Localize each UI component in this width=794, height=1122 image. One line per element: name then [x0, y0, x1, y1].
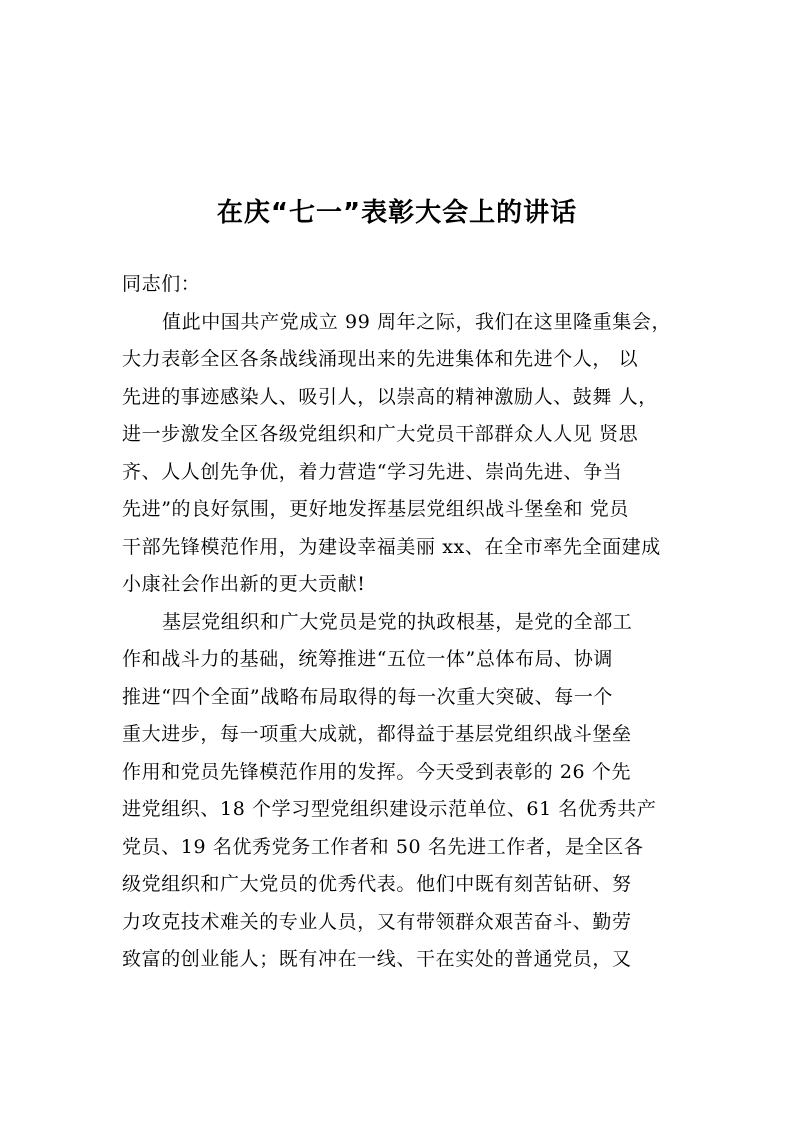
paragraph-2-line: 作用和党员先锋模范作用的发挥。今天受到表彰的 26 个先: [122, 761, 632, 783]
paragraph-1-line: 齐、人人创先争优，着力营造“学习先进、崇尚先进、争当: [122, 461, 623, 483]
paragraph-2-line: 致富的创业能人；既有冲在一线、干在实处的普通党员，又: [122, 948, 632, 970]
paragraph-1-line: 先进的事迹感染人、吸引人，以崇高的精神激励人、鼓舞 人，: [122, 386, 658, 408]
paragraph-2-line: 力攻克技术难关的专业人员，又有带领群众艰苦奋斗、勤劳: [122, 911, 632, 933]
paragraph-2-line: 进党组织、18 个学习型党组织建设示范单位、61 名优秀共产: [122, 798, 657, 820]
salutation: 同志们：: [122, 273, 201, 295]
paragraph-1-line: 进一步激发全区各级党组织和广大党员干部群众人人见 贤思: [122, 423, 639, 445]
document-title: 在庆“七一”表彰大会上的讲话: [216, 198, 578, 228]
paragraph-1-line: 干部先锋模范作用，为建设幸福美丽 xx、在全市率先全面建成: [122, 536, 661, 558]
paragraph-2-line: 党员、19 名优秀党务工作者和 50 名先进工作者，是全区各: [122, 836, 644, 858]
paragraph-1-line: 先进”的良好氛围，更好地发挥基层党组织战斗堡垒和 党员: [122, 498, 629, 520]
paragraph-1-line: 小康社会作出新的更大贡献!: [122, 573, 366, 595]
paragraph-2-line: 级党组织和广大党员的优秀代表。他们中既有刻苦钻研、努: [122, 873, 632, 895]
paragraph-2-line: 基层党组织和广大党员是党的执政根基，是党的全部工: [162, 611, 633, 633]
paragraph-1-line: 值此中国共产党成立 99 周年之际，我们在这里隆重集会，: [162, 311, 672, 333]
paragraph-1-line: 大力表彰全区各条战线涌现出来的先进集体和先进个人， 以: [122, 348, 639, 370]
paragraph-2-line: 重大进步，每一项重大成就，都得益于基层党组织战斗堡垒: [122, 723, 632, 745]
paragraph-2-line: 推进“四个全面”战略布局取得的每一次重大突破、每一个: [122, 686, 614, 708]
paragraph-2-line: 作和战斗力的基础，统筹推进“五位一体”总体布局、协调: [122, 648, 614, 670]
